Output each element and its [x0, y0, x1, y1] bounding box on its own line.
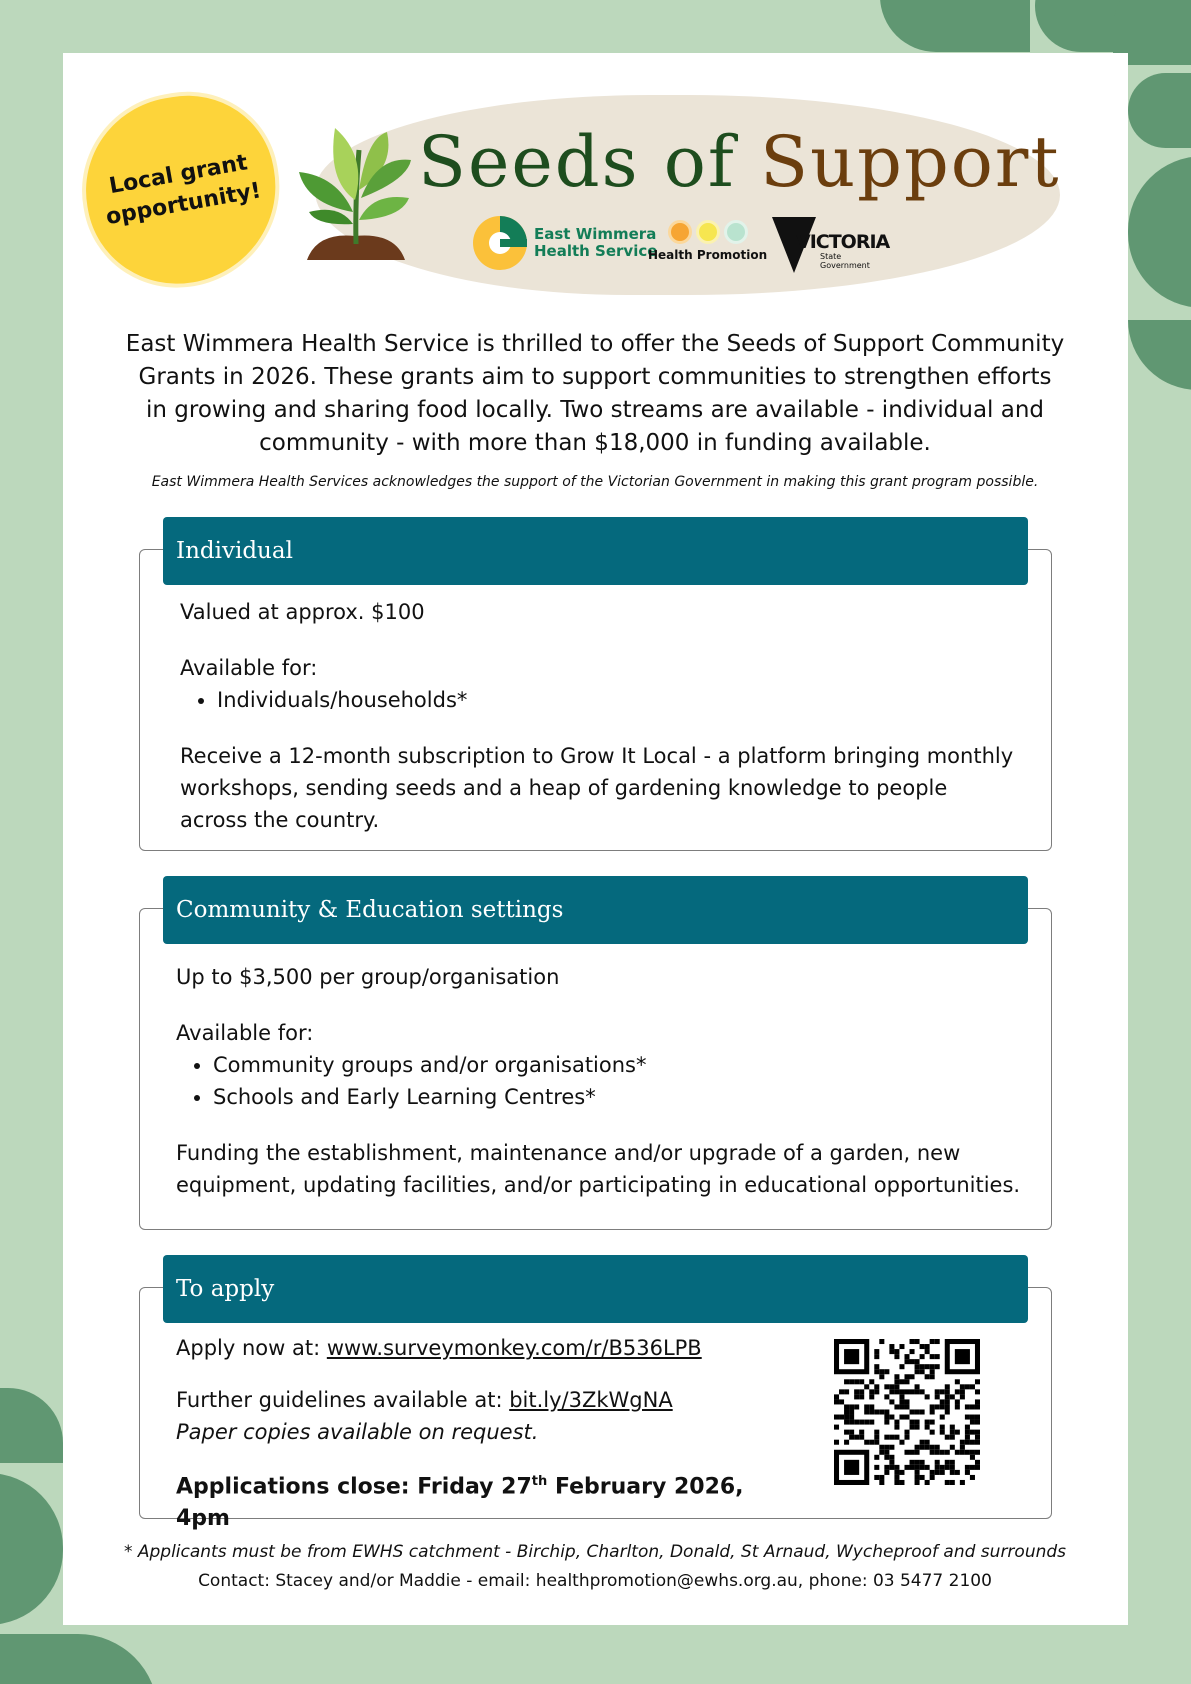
community-eligibility-list — [213, 1049, 1026, 1113]
apply-line — [176, 1332, 796, 1364]
decor-shape — [1128, 156, 1191, 308]
activity-icon — [696, 220, 720, 244]
health-promotion-text: Health Promotion — [648, 248, 768, 262]
apply-body — [176, 1332, 796, 1559]
eligibility-footnote: * Applicants must be from EWHS catchment - Birchip, Charlton, Donald, St Arnaud, Wycheproof and surrounds — [123, 1542, 1067, 1562]
close-suffix: February 2026, 4pm — [176, 1474, 744, 1532]
page-title — [418, 122, 1061, 202]
individual-heading: Individual — [163, 517, 1028, 585]
victoria-text: VICTORIA — [796, 231, 890, 253]
wellbeing-icon — [724, 220, 748, 244]
community-available-label: Available for: — [176, 1021, 314, 1045]
decor-shape — [880, 0, 1030, 52]
community-body — [176, 961, 1026, 1225]
community-heading: Community & Education settings — [163, 876, 1028, 944]
decor-shape — [1128, 320, 1191, 390]
decor-shape — [0, 1388, 63, 1463]
individual-available-label: Available for: — [180, 656, 318, 680]
seedling-icon — [297, 120, 415, 268]
apply-label: Apply now at: — [176, 1336, 327, 1360]
apply-link[interactable]: www.surveymonkey.com/r/B536LPB — [326, 1336, 702, 1360]
apply-heading: To apply — [163, 1255, 1028, 1323]
community-description: Funding the establishment, maintenance and/or upgrade of a garden, new equipment, updating facilities, and/or participating in educational opportunities. — [176, 1141, 1021, 1197]
title-part-2: Support — [760, 121, 1061, 203]
close-prefix: Applications close: Friday 27 — [176, 1474, 532, 1500]
individual-description: Receive a 12-month subscription to Grow It Local - a platform bringing monthly workshops, sending seeds and a heap of gardening knowledge to people across the country. — [180, 744, 1014, 832]
badge-text: Local grant opportunity! — [104, 150, 263, 231]
individual-eligibility-list — [217, 684, 1020, 716]
community-value: Up to $3,500 per group/organisation — [176, 965, 560, 989]
victoria-subtext: State Government — [820, 252, 870, 270]
guidelines-link[interactable]: bit.ly/3ZkWgNA — [509, 1388, 673, 1412]
ewhs-logo — [472, 215, 657, 271]
guidelines-line — [176, 1384, 796, 1416]
list-item: • Individuals/households* — [217, 684, 1020, 716]
decor-shape — [0, 1473, 63, 1625]
individual-value: Valued at approx. $100 — [180, 600, 425, 624]
close-superscript: th — [531, 1474, 548, 1489]
health-promotion-logo — [648, 220, 767, 262]
list-item: • Community groups and/or organisations* — [213, 1049, 1026, 1081]
ewhs-logo-text: East Wimmera Health Service — [534, 225, 658, 260]
apple-icon — [668, 220, 692, 244]
acknowledgement-text: East Wimmera Health Services acknowledges the support of the Victorian Government in making this grant program possible. — [151, 474, 1039, 490]
victoria-government-logo — [772, 215, 890, 275]
ewhs-logo-icon — [472, 215, 528, 271]
contact-info: Contact: Stacey and/or Maddie - email: healthpromotion@ewhs.org.au, phone: 03 5477 2100 — [198, 1571, 992, 1591]
applications-close — [176, 1466, 796, 1535]
individual-body — [180, 596, 1020, 860]
paper-copies-note: Paper copies available on request. — [176, 1420, 539, 1444]
list-item: • Schools and Early Learning Centres* — [213, 1081, 1026, 1113]
decor-shape — [0, 1634, 158, 1684]
title-part-1: Seeds of — [418, 121, 736, 203]
qr-code[interactable] — [834, 1339, 980, 1485]
guidelines-label: Further guidelines available at: — [176, 1388, 510, 1412]
intro-paragraph: East Wimmera Health Service is thrilled to offer the Seeds of Support Community Grants in 2026. These grants aim to support communities to strengthen efforts in growing and sharing food locally. Two streams are available - individual and community - with more than $18,000 in funding available. — [125, 331, 1065, 456]
decor-shape — [1128, 73, 1191, 148]
